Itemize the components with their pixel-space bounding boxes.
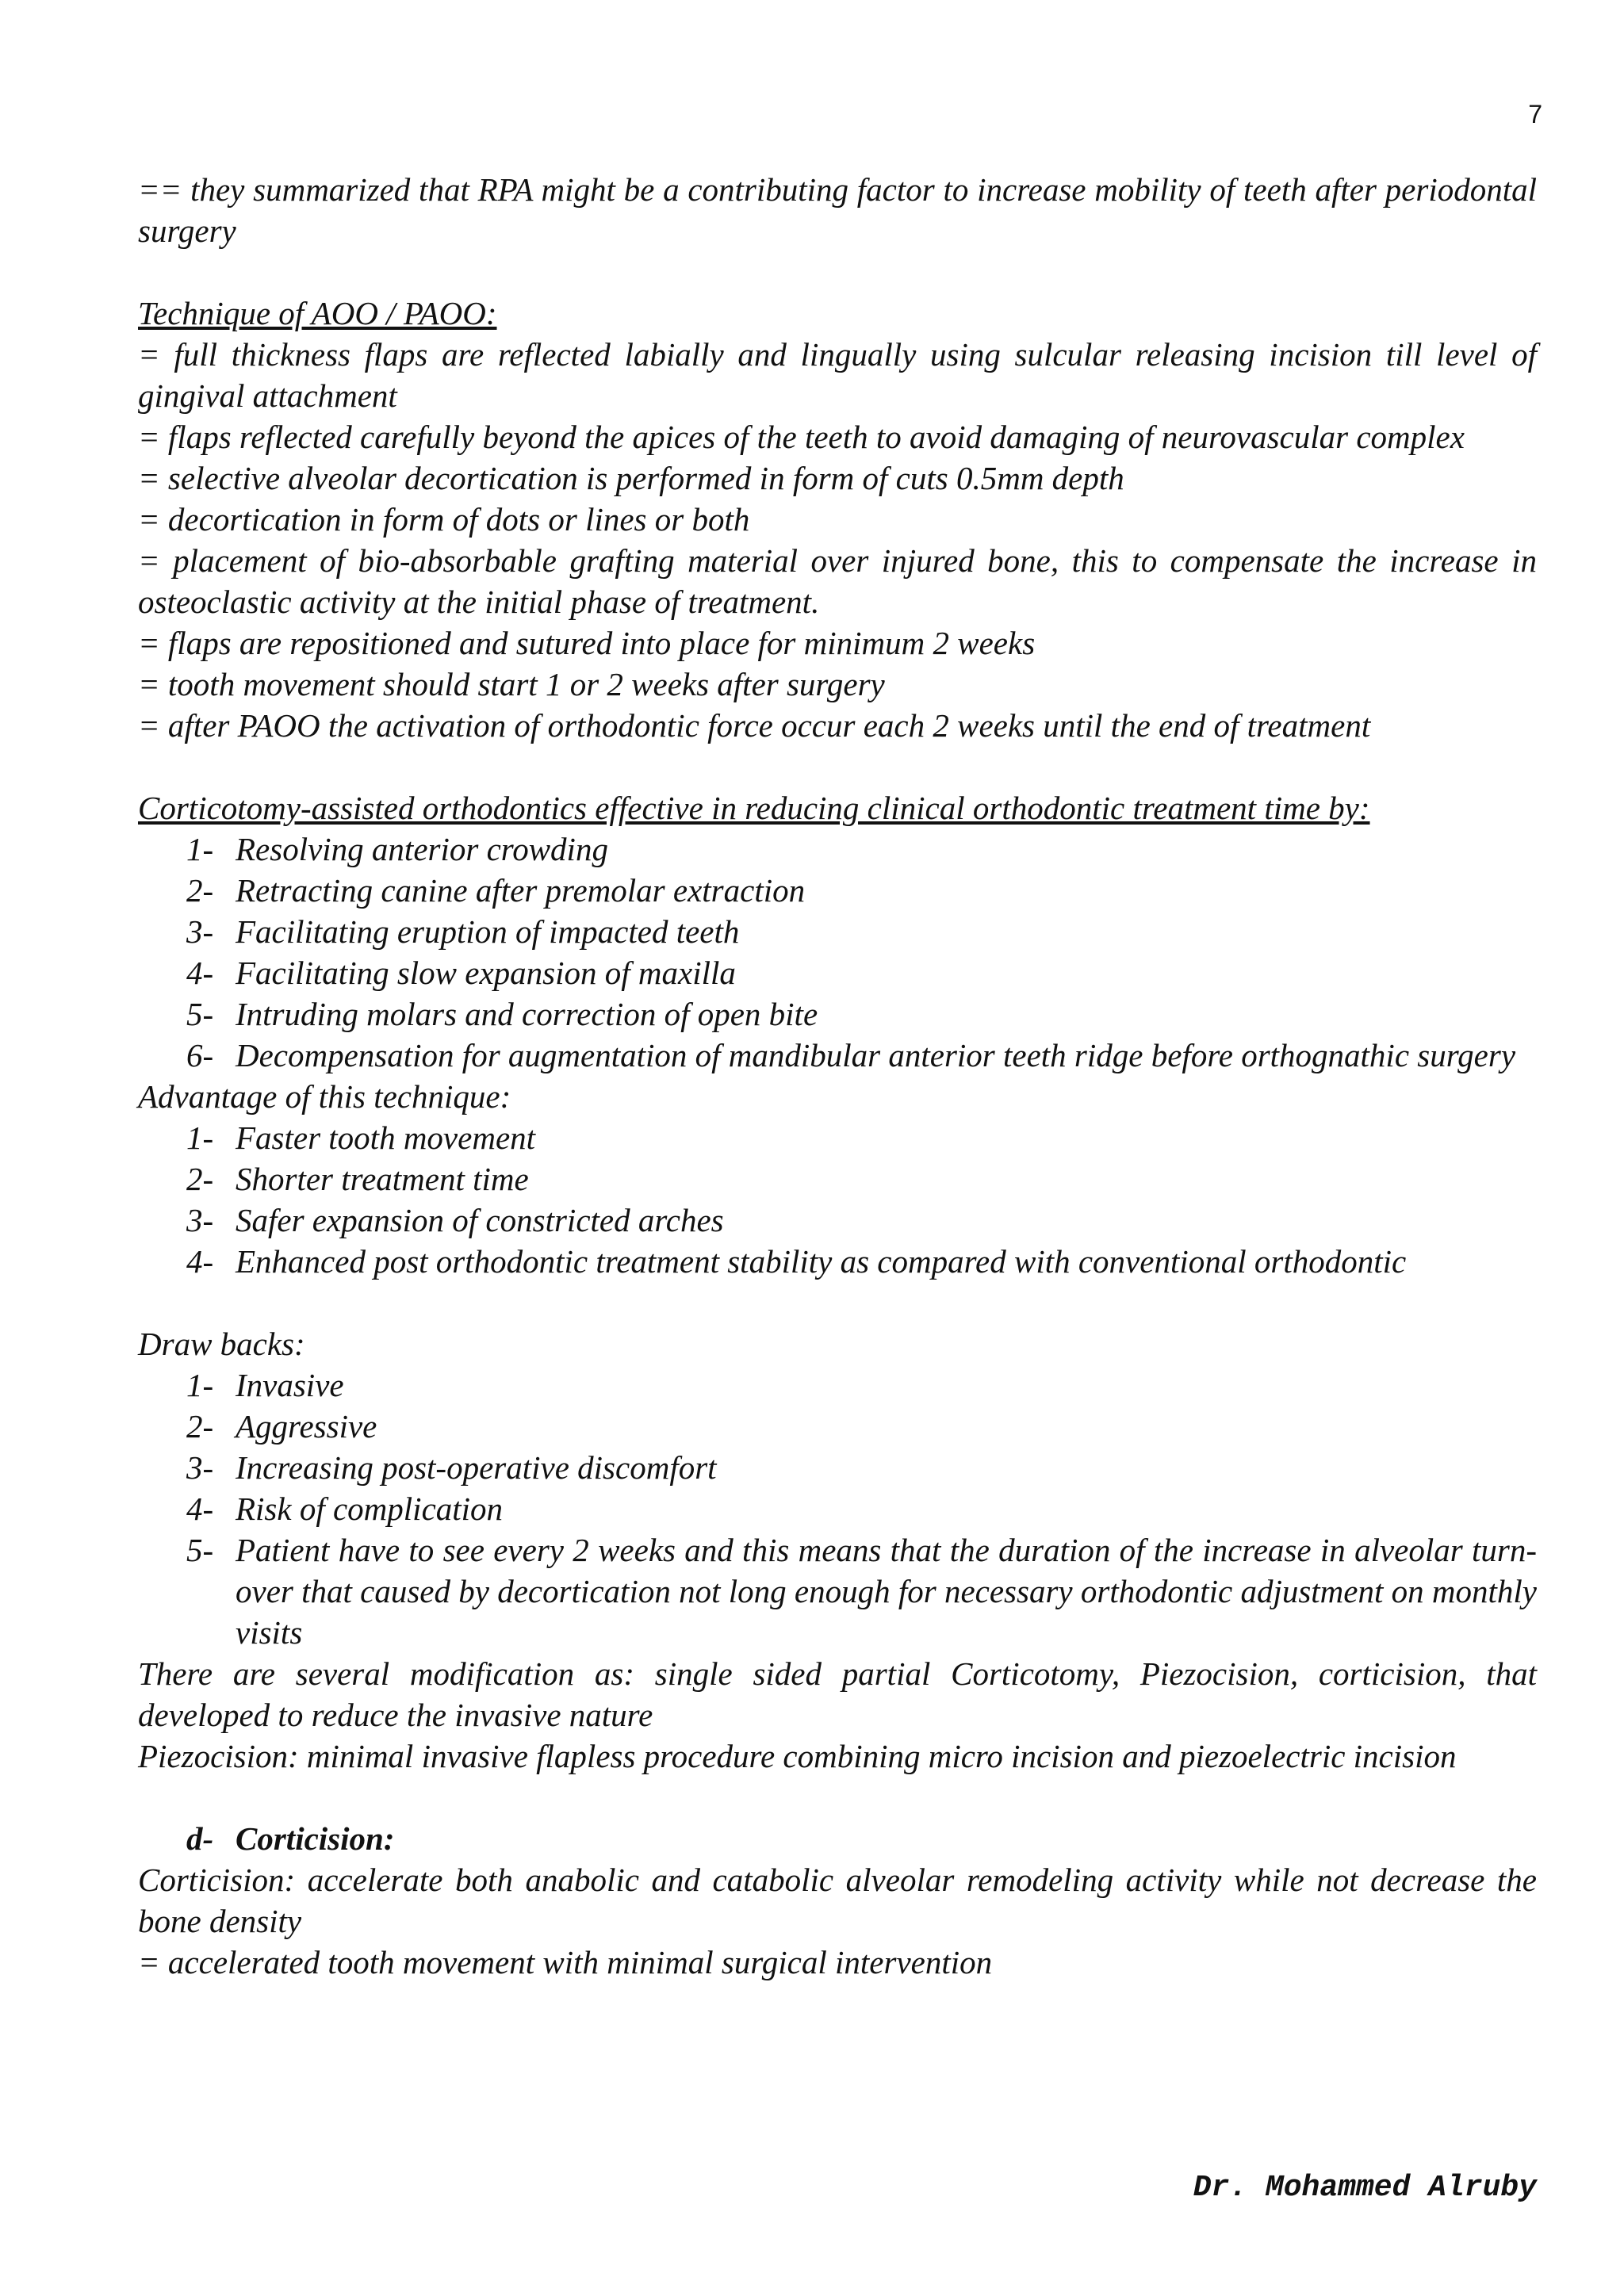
technique-line: = selective alveolar decortication is performed in form of cuts 0.5mm depth	[138, 460, 1124, 496]
list-text: Intruding molars and correction of open bite	[236, 996, 818, 1032]
list-text: Facilitating eruption of impacted teeth	[236, 913, 740, 950]
drawbacks-list	[138, 1364, 1537, 1653]
list-number: 5-	[186, 1532, 214, 1568]
effective-heading: Corticotomy-assisted orthodontics effective in reducing clinical orthodontic treatment time by:	[138, 790, 1370, 826]
list-item	[138, 1158, 1537, 1200]
technique-line: = after PAOO the activation of orthodontic force occur each 2 weeks until the end of treatment	[138, 707, 1371, 744]
list-item	[138, 1447, 1537, 1488]
list-number: 2-	[186, 1408, 214, 1445]
section-letter: d-	[186, 1820, 214, 1857]
list-number: 2-	[186, 872, 214, 909]
list-number: 1-	[186, 1367, 214, 1403]
technique-line: = tooth movement should start 1 or 2 weeks after surgery	[138, 666, 885, 702]
list-item	[138, 1488, 1537, 1529]
list-number: 6-	[186, 1037, 214, 1073]
list-item	[138, 1200, 1537, 1241]
list-text: Safer expansion of constricted arches	[236, 1202, 724, 1238]
list-text: Invasive	[236, 1367, 344, 1403]
list-number: 1-	[186, 1119, 214, 1156]
list-item	[138, 870, 1537, 911]
list-text: Patient have to see every 2 weeks and this means that the duration of the increase in alveolar turn-over that caused by decortication not long enough for necessary orthodontic adjustment on monthly visits	[236, 1532, 1537, 1651]
list-number: 4-	[186, 1243, 214, 1280]
modifications-paragraph: There are several modification as: single sided partial Corticotomy, Piezocision, corticision, that developed to reduce the invasive nature	[138, 1655, 1537, 1733]
list-item	[138, 1406, 1537, 1447]
author-footer: Dr. Mohammed Alruby	[1193, 2171, 1537, 2205]
spacer	[138, 251, 1537, 293]
list-text: Risk of complication	[236, 1490, 504, 1527]
list-item	[138, 993, 1537, 1035]
technique-heading: Technique of AOO / PAOO:	[138, 295, 497, 331]
list-text: Faster tooth movement	[236, 1119, 536, 1156]
list-number: 3-	[186, 1202, 214, 1238]
spacer	[138, 1777, 1537, 1818]
intro-paragraph: == they summarized that RPA might be a contributing factor to increase mobility of teeth after periodontal surgery	[138, 171, 1537, 249]
advantages-list	[138, 1117, 1537, 1282]
corticision-heading	[138, 1818, 1537, 1859]
list-item	[138, 1364, 1537, 1406]
list-number: 5-	[186, 996, 214, 1032]
technique-line: = flaps are repositioned and sutured into place for minimum 2 weeks	[138, 625, 1036, 661]
drawbacks-heading: Draw backs:	[138, 1326, 305, 1362]
technique-line: = placement of bio-absorbable grafting material over injured bone, this to compensate the increase in osteoclastic activity at the initial phase of treatment.	[138, 542, 1537, 620]
page-number: 7	[1528, 100, 1542, 128]
list-text: Increasing post-operative discomfort	[236, 1449, 717, 1486]
list-item	[138, 952, 1537, 993]
section-title: Corticision:	[236, 1820, 395, 1857]
list-number: 3-	[186, 913, 214, 950]
technique-line: = decortication in form of dots or lines or both	[138, 501, 750, 538]
list-text: Decompensation for augmentation of mandibular anterior teeth ridge before orthognathic surgery	[236, 1037, 1516, 1073]
list-item	[138, 1241, 1537, 1282]
list-text: Shorter treatment time	[236, 1161, 529, 1197]
page-content	[138, 169, 1537, 1983]
effective-list	[138, 828, 1537, 1076]
list-number: 4-	[186, 1490, 214, 1527]
list-item	[138, 1035, 1537, 1076]
list-text: Facilitating slow expansion of maxilla	[236, 955, 736, 991]
list-item	[138, 828, 1537, 870]
advantages-heading: Advantage of this technique:	[138, 1078, 511, 1115]
corticision-line: Corticision: accelerate both anabolic and catabolic alveolar remodeling activity while not decrease the bone density	[138, 1862, 1537, 1939]
piezocision-paragraph: Piezocision: minimal invasive flapless procedure combining micro incision and piezoelectric incision	[138, 1738, 1457, 1774]
list-number: 1-	[186, 831, 214, 867]
list-number: 2-	[186, 1161, 214, 1197]
technique-line: = full thickness flaps are reflected labially and lingually using sulcular releasing incision till level of gingival attachment	[138, 336, 1537, 414]
list-text: Resolving anterior crowding	[236, 831, 608, 867]
corticision-line: = accelerated tooth movement with minimal surgical intervention	[138, 1944, 993, 1980]
technique-line: = flaps reflected carefully beyond the apices of the teeth to avoid damaging of neurovascular complex	[138, 419, 1465, 455]
spacer	[138, 746, 1537, 787]
list-item	[138, 911, 1537, 952]
list-number: 3-	[186, 1449, 214, 1486]
list-item	[138, 1117, 1537, 1158]
list-text: Retracting canine after premolar extraction	[236, 872, 806, 909]
spacer	[138, 1282, 1537, 1323]
list-number: 4-	[186, 955, 214, 991]
list-text: Enhanced post orthodontic treatment stability as compared with conventional orthodontic	[236, 1243, 1407, 1280]
list-text: Aggressive	[236, 1408, 377, 1445]
list-item	[138, 1529, 1537, 1653]
